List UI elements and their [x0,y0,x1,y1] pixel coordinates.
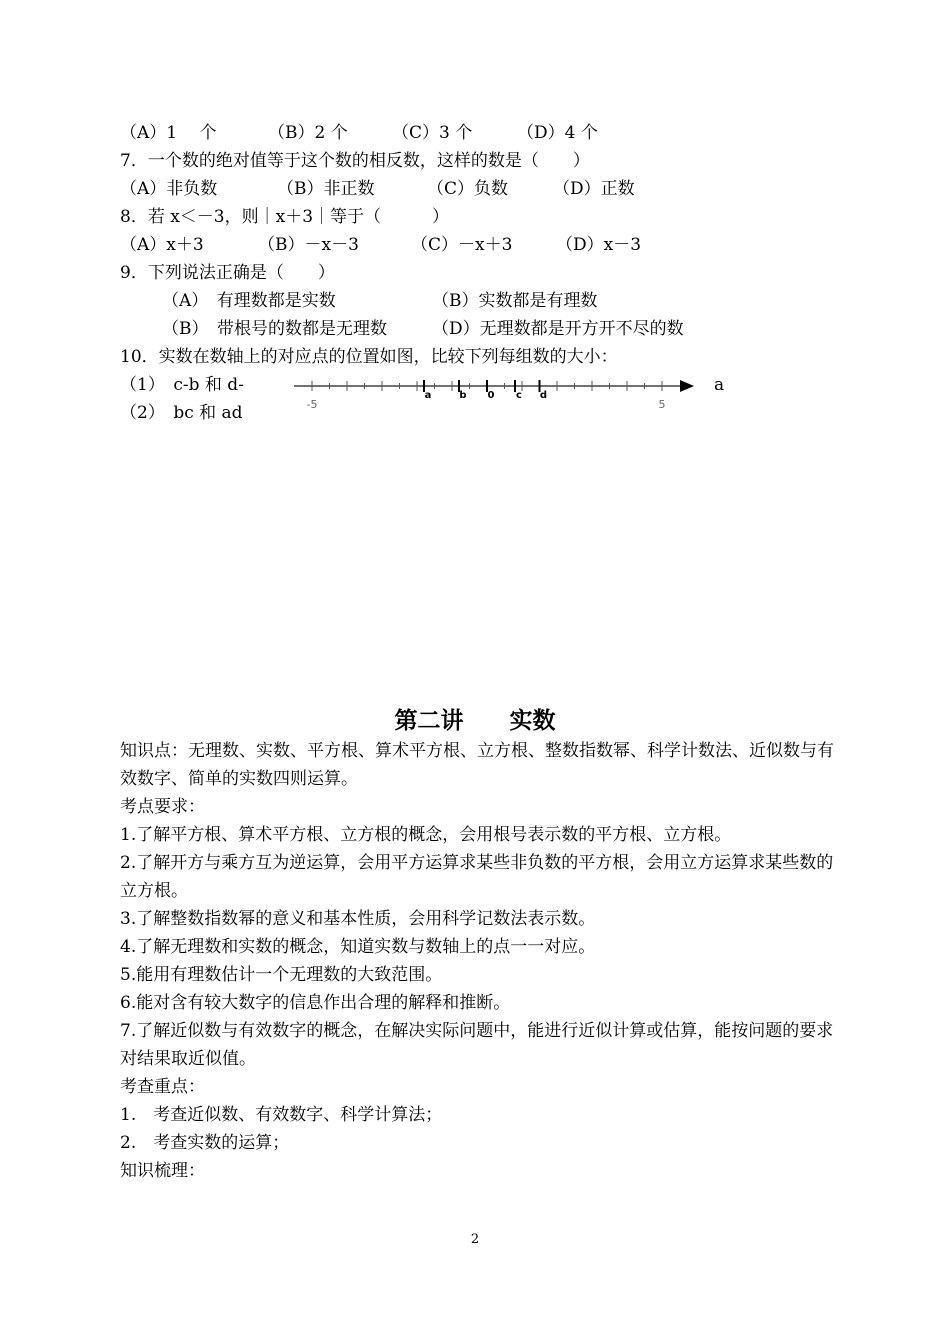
point-label-a: a [424,390,432,401]
number-line-arrow [680,380,694,392]
page-number: 2 [470,1232,480,1247]
q6-option-b: （B）2 个 [268,123,348,143]
section-title: 第二讲 实数 [394,707,556,734]
knowledge-points: 知识点：无理数、实数、平方根、算术平方根、立方根、整数指数幂、科学计数法、近似数与有效数字、简单的实数四则运算。 [120,741,834,789]
requirement-7: 7.了解近似数与有效数字的概念，在解决实际问题中，能进行近似计算或估算，能按问题的要求对结果取近似值。 [120,1021,834,1069]
q9-option-c: （B） 带根号的数都是无理数 [162,319,387,339]
q7-stem: 7．一个数的绝对值等于这个数的相反数，这样的数是（ ） [120,151,590,171]
q10-stem: 10．实数在数轴上的对应点的位置如图，比较下列每组数的大小： [120,347,618,367]
requirement-5: 5.能用有理数估计一个无理数的大致范围。 [120,965,443,985]
q7-option-b: （B）非正数 [277,179,375,199]
q6-option-c: （C）3 个 [392,123,473,143]
focus-item-2: 2. 考查实数的运算； [120,1133,290,1153]
q10-sub1-tail: a [714,375,725,395]
point-label-d: d [539,390,548,401]
number-line-points [424,380,547,401]
q8-option-d: （D）x－3 [556,235,642,255]
number-line-left-label: -5 [306,398,318,411]
q8-stem: 8．若 x＜－3，则｜x＋3｜等于（ ） [120,207,450,227]
q9-option-d: （D）无理数都是开方开不尽的数 [432,319,684,339]
q6-option-d: （D）4 个 [517,123,598,143]
focus-item-1: 1. 考查近似数、有效数字、科学计算法； [120,1105,443,1125]
requirement-2: 2.了解开方与乘方互为逆运算，会用平方运算求某些非负数的平方根，会用立方运算求某些数的立方根。 [120,853,834,901]
point-label-0: 0 [487,390,495,401]
q10-sub2: （2） bc 和 ad [120,403,243,423]
requirement-4: 4.了解无理数和实数的概念，知道实数与数轴上的点一一对应。 [120,937,596,957]
requirements-heading: 考点要求： [120,797,205,817]
requirement-6: 6.能对含有较大数字的信息作出合理的解释和推断。 [120,993,511,1013]
point-label-c: c [516,390,522,401]
requirement-1: 1.了解平方根、算术平方根、立方根的概念，会用根号表示数的平方根、立方根。 [120,825,732,845]
requirement-3: 3.了解整数指数幂的意义和基本性质，会用科学记数法表示数。 [120,909,596,929]
q9-stem: 9．下列说法正确是（ ） [120,263,335,283]
point-label-b: b [459,390,467,401]
outline-heading: 知识梳理： [120,1161,205,1181]
focus-heading: 考查重点： [120,1077,205,1097]
q7-option-d: （D）正数 [553,179,635,199]
q9-option-b: （B）实数都是有理数 [432,291,598,311]
number-line-right-label: 5 [658,398,666,411]
q6-option-a: （A）1 个 [120,123,217,143]
q7-option-a: （A）非负数 [120,179,218,199]
q10-sub1: （1） c-b 和 d- [120,375,244,395]
q7-option-c: （C）负数 [427,179,509,199]
q8-option-b: （B）－x－3 [258,235,359,255]
q8-option-c: （C）－x＋3 [411,235,513,255]
q9-option-a: （A） 有理数都是实数 [162,291,336,311]
q8-option-a: （A）x＋3 [120,235,204,255]
number-line-figure [290,374,700,414]
